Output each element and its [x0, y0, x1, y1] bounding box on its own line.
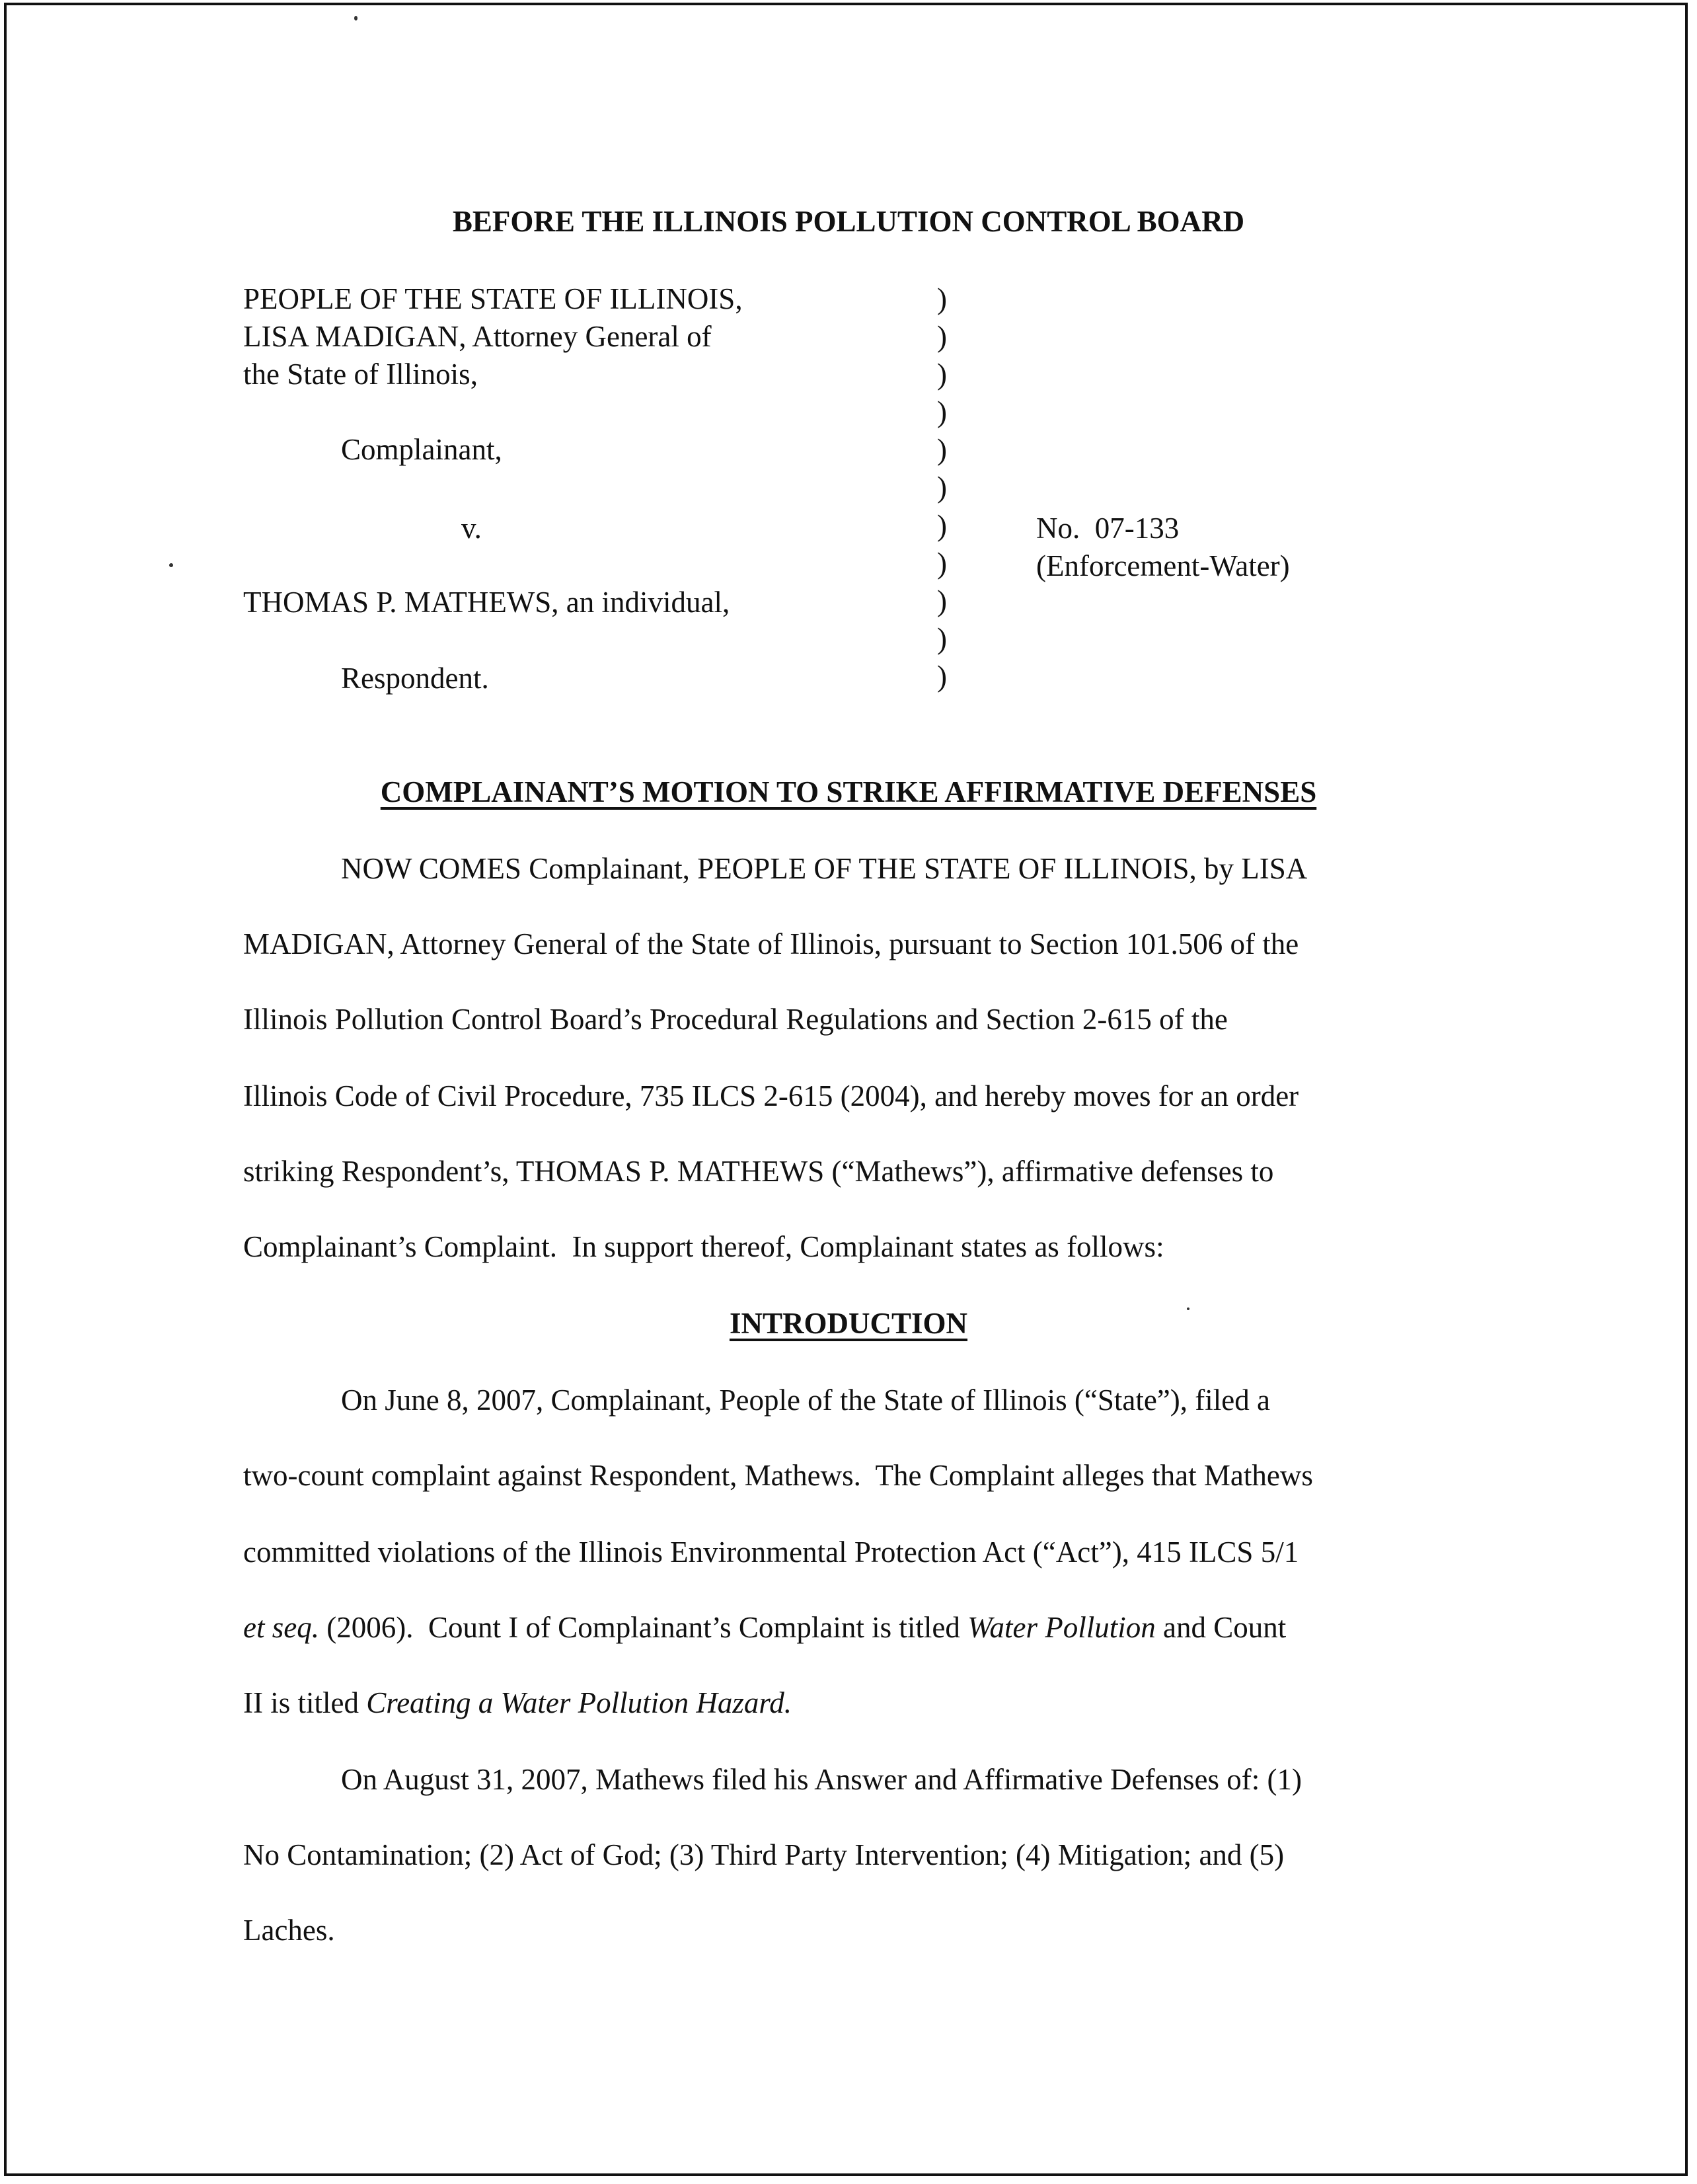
para2-line-4-text-b: and Count	[1155, 1611, 1287, 1644]
para2-line-4-text-a: (2006). Count I of Complainant’s Complaint is titled	[319, 1611, 968, 1644]
caption-paren: )	[937, 282, 947, 315]
caption-paren: )	[937, 547, 947, 580]
intro-line-3: Illinois Pollution Control Board’s Procedural Regulations and Section 2-615 of the	[243, 1003, 1228, 1036]
complainant-role: Complainant,	[341, 433, 502, 466]
caption-paren: )	[937, 471, 947, 504]
intro-line-5: striking Respondent’s, THOMAS P. MATHEWS (“Mathews”), affirmative defenses to	[243, 1155, 1274, 1188]
para2-line-5	[243, 1688, 792, 1718]
caption-paren: )	[937, 509, 947, 542]
scan-speck	[354, 16, 358, 20]
et-seq-italic: et seq.	[243, 1611, 319, 1644]
para3-line-3: Laches.	[243, 1914, 335, 1947]
complainant-name-line-2: LISA MADIGAN, Attorney General of	[243, 320, 712, 353]
caption-paren: )	[937, 395, 947, 428]
caption-paren: )	[937, 660, 947, 693]
water-pollution-hazard-italic: Creating a Water Pollution Hazard.	[366, 1686, 792, 1719]
respondent-name: THOMAS P. MATHEWS, an individual,	[243, 586, 730, 619]
water-pollution-italic: Water Pollution	[967, 1611, 1156, 1644]
motion-title: COMPLAINANT’S MOTION TO STRIKE AFFIRMATIVE DEFENSES	[380, 775, 1317, 808]
caption-paren: )	[937, 358, 947, 391]
section-heading-introduction: INTRODUCTION	[729, 1307, 968, 1340]
scan-speck	[169, 563, 173, 567]
caption-paren: )	[937, 433, 947, 466]
para2-line-3: committed violations of the Illinois Environmental Protection Act (“Act”), 415 ILCS 5/1	[243, 1536, 1299, 1569]
intro-line-2: MADIGAN, Attorney General of the State of Illinois, pursuant to Section 101.506 of the	[243, 927, 1299, 960]
complainant-name-line-3: the State of Illinois,	[243, 358, 478, 391]
para3-line-2: No Contamination; (2) Act of God; (3) Third Party Intervention; (4) Mitigation; and (5)	[243, 1838, 1285, 1871]
para2-line-1: On June 8, 2007, Complainant, People of the State of Illinois (“State”), filed a	[341, 1384, 1270, 1417]
para3-line-1: On August 31, 2007, Mathews filed his Answer and Affirmative Defenses of: (1)	[341, 1763, 1302, 1796]
intro-line-1: NOW COMES Complainant, PEOPLE OF THE STATE OF ILLINOIS, by LISA	[341, 852, 1308, 885]
case-number: No. 07-133	[1036, 512, 1180, 545]
para2-line-2: two-count complaint against Respondent, Mathews. The Complaint alleges that Mathews	[243, 1459, 1313, 1492]
intro-line-6: Complainant’s Complaint. In support thereof, Complainant states as follows:	[243, 1230, 1164, 1263]
respondent-role: Respondent.	[341, 662, 489, 695]
caption-paren: )	[937, 584, 947, 617]
complainant-name-line-1: PEOPLE OF THE STATE OF ILLINOIS,	[243, 282, 743, 315]
board-heading: BEFORE THE ILLINOIS POLLUTION CONTROL BOARD	[452, 205, 1245, 238]
para2-line-4	[243, 1613, 1286, 1643]
para2-line-5-text: II is titled	[243, 1686, 367, 1719]
caption-paren: )	[937, 622, 947, 655]
case-type: (Enforcement-Water)	[1036, 549, 1290, 582]
versus-label: v.	[461, 512, 482, 545]
intro-line-4: Illinois Code of Civil Procedure, 735 ILCS 2-615 (2004), and hereby moves for an order	[243, 1079, 1299, 1112]
caption-paren: )	[937, 320, 947, 353]
